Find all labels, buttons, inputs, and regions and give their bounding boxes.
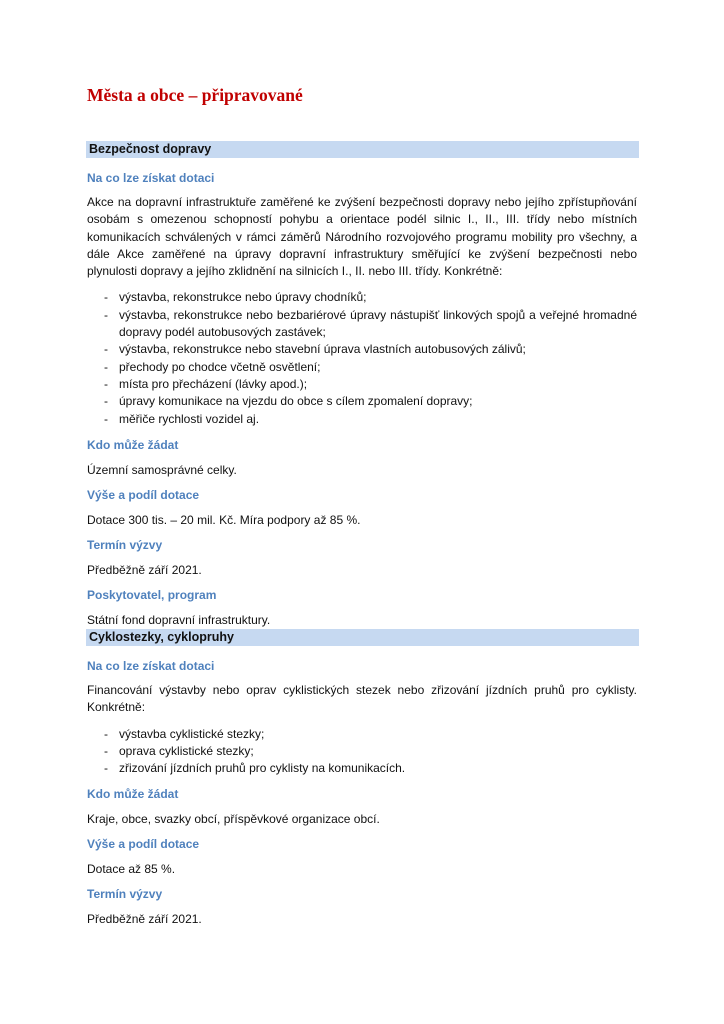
bullet-dash: - [104,743,108,758]
subheading-provider: Poskytovatel, program [87,587,217,602]
subheading-who: Kdo může žádat [87,787,179,802]
section-cycle-paths [86,629,639,927]
bullet-dash: - [104,359,108,374]
bullet-dash: - [104,290,108,305]
text-who: Kraje, obce, svazky obcí, příspěvkové organizace obcí. [87,812,380,827]
list-item [86,289,639,306]
list-item-text: úpravy komunikace na vjezdu do obce s cílem zpomalení dopravy; [119,394,473,409]
list-item-text: výstavba, rekonstrukce nebo bezbariérové úpravy nástupišť linkových spojů a veřejné hromadné dopravy podél autobusových zastávek; [119,307,637,340]
list-item [86,307,639,342]
list-item-text: výstavba cyklistické stezky; [119,726,265,741]
bullet-dash: - [104,307,108,322]
text-deadline: Předběžně září 2021. [87,562,202,577]
bullet-list [86,289,639,427]
list-item [86,743,639,760]
bullet-dash: - [104,411,108,426]
bullet-dash: - [104,394,108,409]
list-item [86,726,639,743]
page-title: Města a obce – připravované [87,85,303,105]
text-amount: Dotace až 85 %. [87,862,176,877]
list-item [86,376,639,393]
bullet-dash: - [104,376,108,391]
paragraph-what: Financování výstavby nebo oprav cyklistických stezek nebo zřizování jízdních pruhů pro cyklisty. Konkrétně: [87,683,637,715]
subheading-deadline: Termín výzvy [87,887,163,902]
section-header: Bezpečnost dopravy [86,141,639,158]
bullet-list [86,726,639,778]
list-item-text: oprava cyklistické stezky; [119,743,254,758]
text-provider: Státní fond dopravní infrastruktury. [87,612,271,627]
bullet-dash: - [104,761,108,776]
list-item-text: přechody po chodce včetně osvětlení; [119,359,321,374]
list-item-text: zřizování jízdních pruhů pro cyklisty na komunikacích. [119,761,406,776]
subheading-amount: Výše a podíl dotace [87,487,200,502]
subheading-amount: Výše a podíl dotace [87,837,200,852]
list-item-text: výstavba, rekonstrukce nebo stavební úprava vlastních autobusových zálivů; [119,342,526,357]
list-item-text: výstavba, rekonstrukce nebo úpravy chodníků; [119,290,367,305]
subheading-deadline: Termín výzvy [87,537,163,552]
text-amount: Dotace 300 tis. – 20 mil. Kč. Míra podpory až 85 %. [87,512,361,527]
subheading-what: Na co lze získat dotaci [87,171,215,185]
bullet-dash: - [104,342,108,357]
list-item-text: měřiče rychlosti vozidel aj. [119,411,260,426]
list-item [86,411,639,428]
list-item [86,393,639,410]
list-item [86,359,639,376]
list-item [86,760,639,777]
list-item-text: místa pro přecházení (lávky apod.); [119,376,308,391]
subheading-what: Na co lze získat dotaci [87,659,215,673]
paragraph-what: Akce na dopravní infrastruktuře zaměřené ke zvýšení bezpečnosti dopravy nebo jejího zpřístupňování osobám s omezenou schopností pohybu a orientace podél silnic I., II., III. třídy nebo místních komunikacích schválených v rámci záměrů Národního rozvojového programu mobility pro všechny, a dále Akce zaměřené na úpravy dopravní infrastruktury směřující ke zvýšení bezpečnosti nebo plynulosti dopravy a jejího zklidnění na silnicích I., II. nebo III. třídy. Konkrétně: [87,195,637,279]
section-header: Cyklostezky, cyklopruhy [86,629,639,646]
subheading-who: Kdo může žádat [87,437,179,452]
list-item [86,341,639,358]
section-road-safety [86,141,639,628]
text-deadline: Předběžně září 2021. [87,912,202,927]
text-who: Územní samosprávné celky. [87,462,237,477]
bullet-dash: - [104,726,108,741]
